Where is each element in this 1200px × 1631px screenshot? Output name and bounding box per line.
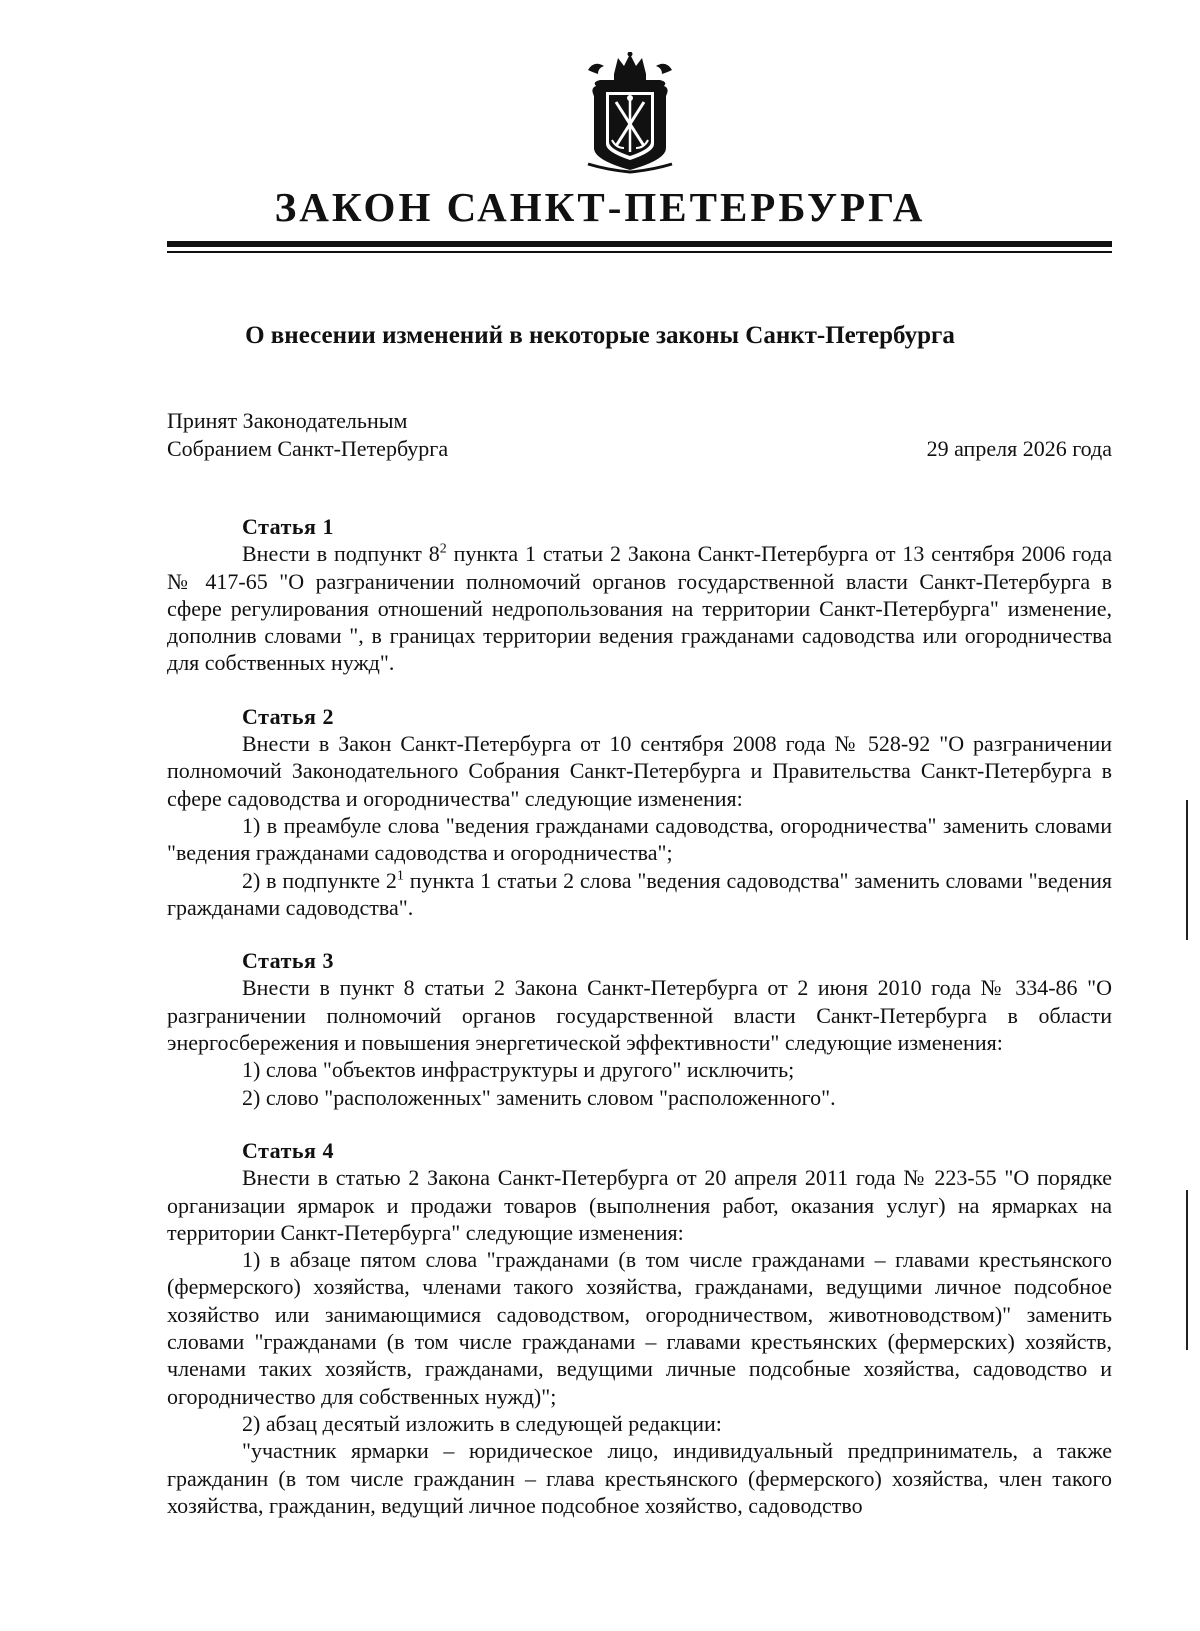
article-2 [167, 703, 1112, 921]
law-title: ЗАКОН САНКТ-ПЕТЕРБУРГА [274, 184, 926, 230]
article-1 [167, 513, 1112, 677]
scan-edge-mark [1186, 1190, 1188, 1350]
adoption-line-2: Собранием Санкт-Петербурга [167, 436, 449, 461]
title-rule-thick [167, 241, 1112, 247]
adoption-statement [167, 407, 448, 463]
saint-petersburg-coat-of-arms-icon [578, 52, 682, 176]
article-paragraph: Внести в Закон Санкт-Петербурга от 10 сентября 2008 года № 528-92 "О разграничении полномочий Законодательного Собрания Санкт-Петербурга и Правительства Санкт-Петербурга в сфере садоводства и огородничества" следующие изменения: [167, 731, 1112, 811]
document-body [167, 513, 1112, 1545]
law-subject: О внесении изменений в некоторые законы Санкт-Петербурга [245, 322, 955, 349]
article-heading: Статья 3 [242, 948, 334, 974]
article-heading: Статья 4 [242, 1137, 334, 1163]
article-paragraph: Внести в пункт 8 статьи 2 Закона Санкт-Петербурга от 2 июня 2010 года № 334-86 "О разграничении полномочий органов государственной власти Санкт-Петербурга в области энергосбережения и повышения энергетической эффективности" следующие изменения: [167, 975, 1112, 1056]
article-paragraph: 2) слово "расположенных" заменить словом "расположенного". [242, 1084, 836, 1110]
title-rule-thin [167, 251, 1112, 253]
article-heading: Статья 1 [242, 514, 334, 539]
scan-edge-mark [1186, 800, 1188, 940]
article-3 [167, 947, 1112, 1111]
article-paragraph: Внести в статью 2 Закона Санкт-Петербурга от 20 апреля 2011 года № 223-55 "О порядке организации ярмарок и продажи товаров (выполнения работ, оказания услуг) на ярмарках на территории Санкт-Петербурга" следующие изменения: [167, 1165, 1112, 1245]
article-paragraph: 1) слова "объектов инфраструктуры и другого" исключить; [242, 1057, 795, 1083]
article-heading: Статья 2 [242, 703, 334, 729]
article-paragraph: 1) в абзаце пятом слова "гражданами (в том числе гражданами – главами крестьянского (фермерского) хозяйства, членами такого хозяйства, гражданами, ведущими личное подсобное хозяйство или занимающимися садоводством, огородничеством, животноводством)" заменить словами "гражданами (в том числе гражданами – главами крестьянских (фермерских) хозяйств, членами таких хозяйств, гражданами, ведущими личные подсобные хозяйства, садоводство и огородничество для собственных нужд)"; [167, 1247, 1112, 1409]
article-paragraph: 2) в подпункте $2^1$ пункта 1 статьи 2 слова "ведения садоводства" заменить словами "ведения гражданами садоводства". [167, 867, 1112, 920]
adoption-line-1: Принят Законодательным [167, 408, 408, 433]
article-4 [167, 1137, 1112, 1519]
article-paragraph: "участник ярмарки – юридическое лицо, индивидуальный предприниматель, а также гражданин (в том числе гражданин – глава крестьянского (фермерского) хозяйства, член такого хозяйства, гражданин, ведущий личное подсобное хозяйство, садоводство [167, 1438, 1112, 1518]
article-paragraph: 2) абзац десятый изложить в следующей редакции: [242, 1410, 722, 1436]
article-paragraph: 1) в преамбуле слова "ведения гражданами садоводства, огородничества" заменить словами "ведения гражданами садоводства и огородничества"; [167, 812, 1112, 866]
adoption-date: 29 апреля 2026 года [926, 436, 1112, 461]
article-paragraph: Внести в подпункт $8^2$ пункта 1 статьи 2 Закона Санкт-Петербурга от 13 сентября 2006 года № 417-65 "О разграничении полномочий органов государственной власти Санкт-Петербурга в сфере регулирования отношений недропользования на территории Санкт-Петербурга" изменение, дополнив словами ", в границах территории ведения гражданами садоводства или огородничества для собственных нужд". [167, 541, 1112, 676]
